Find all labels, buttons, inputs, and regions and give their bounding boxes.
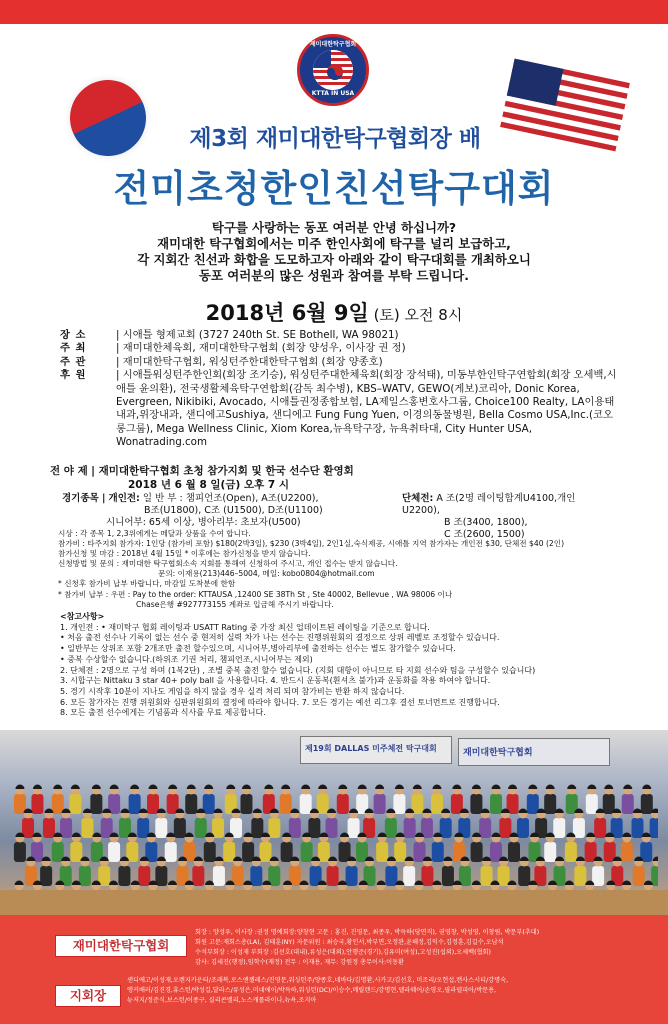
- logo-arc-text: 재미대한탁구협회: [309, 41, 357, 48]
- person-body: [81, 818, 93, 838]
- eve-time: 2018 년 6 월 8 일(금) 오후 7 시: [128, 478, 289, 491]
- tournament-title: 전미초청한인친선탁구대회: [113, 167, 555, 210]
- gym-floor: [0, 890, 668, 915]
- person-body: [14, 842, 26, 862]
- eve-party: [50, 465, 610, 492]
- person-body: [479, 818, 491, 838]
- intro-line: 동포 여러분의 많은 성원과 참여를 부탁 드립니다.: [199, 268, 469, 283]
- officer-line: 수석부회장 : 이성재 부회장 :김선호(대내),류성은(대외),안행준(경기),김유미(여성),고성진(섭외),오세백(협회): [195, 949, 491, 956]
- rule-line: 6. 모든 참가자는 진행 위원회와 심판위원회의 결정에 따라야 합니다. 7. 모든 경기는 예선 리그후 결선 토너먼트로 진행합니다.: [60, 697, 500, 707]
- ktta-logo: [297, 34, 369, 106]
- taegeuk-icon: [58, 68, 159, 169]
- info-label: 주 관: [60, 355, 87, 368]
- person-body: [259, 842, 271, 862]
- person-hair: [242, 785, 251, 790]
- person-body: [565, 842, 577, 862]
- person-body: [404, 818, 416, 838]
- event-date-main: 2018년 6월 9일: [205, 301, 369, 325]
- person-body: [622, 794, 634, 814]
- person-body: [301, 842, 313, 862]
- person-body: [470, 794, 482, 814]
- individual-line: 일 반 부 : 챔피언조(Open), A조(U2200),: [142, 493, 319, 504]
- person-hair: [301, 785, 310, 790]
- person-body: [118, 866, 130, 886]
- rule-line: 8. 모든 출전 선수에게는 기념품과 식사를 무료 제공합니다.: [60, 708, 266, 718]
- person-hair: [204, 785, 213, 790]
- person-hair: [413, 785, 422, 790]
- person-body: [650, 818, 658, 838]
- rule-line: 3. 시합구는 Nittaku 3 star 40+ poly ball 을 사용합니다. 4. 반드시 운동복(흰셔츠 불가)과 운동화를 착용 하여야 합니다.: [60, 676, 491, 686]
- person-hair: [338, 785, 347, 790]
- person-hair: [15, 881, 24, 886]
- person-hair: [653, 857, 658, 862]
- person-hair: [168, 881, 177, 886]
- person-body: [544, 842, 556, 862]
- person-body: [518, 866, 530, 886]
- person-body: [393, 794, 405, 814]
- note-line: * 참가비 납부 : 우편 : Pay to the order: KTTAUSA ,12400 SE 38Th St , Ste 40002, Bellevue , WA 98006 이나: [58, 589, 453, 599]
- person-body: [544, 794, 556, 814]
- note-line: 신청방법 및 문의 : 재미대한 탁구협회소속 지회를 통해여 신청하여 주시고, 개인 접수는 받지 않습니다.: [58, 559, 398, 569]
- info-row-organizer: [60, 356, 620, 369]
- person-body: [70, 842, 82, 862]
- person-hair: [432, 881, 441, 886]
- person-hair: [520, 857, 529, 861]
- person-body: [374, 794, 386, 814]
- logo-bottom-text: KTTA IN USA: [311, 90, 355, 97]
- branch-heads: [127, 976, 657, 1006]
- branch-line: 앵커배러/김진경,휴스턴/박성길,달라스/류성은,미네에이/박득하,워싱턴(DC)/이승수,메릴랜드/강명현,델라웨어/손영오,필라델피아/박문용,: [127, 987, 497, 994]
- person-hair: [432, 785, 441, 790]
- person-hair: [567, 785, 576, 790]
- note-line: 시상 : 각 종목 1, 2,3위에게는 메달과 상품을 수여 합니다.: [58, 529, 251, 538]
- person-hair: [472, 785, 481, 790]
- person-body: [490, 794, 502, 814]
- grades-label: 경기종목 |: [62, 493, 106, 504]
- person-body: [346, 866, 358, 886]
- person-body: [155, 866, 167, 886]
- person-hair: [546, 785, 555, 790]
- person-body: [240, 794, 252, 814]
- person-body: [641, 794, 653, 814]
- person-hair: [622, 833, 631, 838]
- info-row-sponsors: [60, 369, 620, 449]
- person-hair: [168, 785, 177, 790]
- person-body: [621, 842, 633, 862]
- person-hair: [281, 785, 290, 790]
- person-body: [498, 866, 510, 886]
- person-body: [129, 794, 141, 814]
- photo-banner-right-text: 재미대한탁구협회: [463, 748, 533, 758]
- info-value: | 시애틀 형제교회 (3727 240th St. SE Bothell, WA 98021): [116, 329, 399, 341]
- person-body: [517, 818, 529, 838]
- person-hair: [396, 833, 405, 838]
- person-hair: [92, 833, 101, 838]
- top-red-band: [0, 0, 668, 24]
- person-body: [138, 866, 150, 886]
- person-hair: [375, 785, 384, 790]
- rule-line: • 처음 출전 선수나 기록이 없는 선수 중 현저히 실력 차가 나는 선수는 진행위원회의 결정으로 상위 레벨로 조정할수 있습니다.: [60, 633, 500, 643]
- person-hair: [194, 857, 203, 862]
- person-hair: [318, 785, 327, 790]
- person-body: [147, 794, 159, 814]
- team-line: A 조(2명 레이팅합계U4100,개인U2200),: [402, 493, 576, 516]
- person-body: [300, 794, 312, 814]
- person-hair: [109, 881, 118, 886]
- person-body: [108, 842, 120, 862]
- person-hair: [264, 785, 273, 790]
- registration-notes: [58, 529, 628, 610]
- person-body: [79, 866, 91, 886]
- person-hair: [555, 857, 564, 862]
- eve-label: 전 야 제: [50, 465, 88, 477]
- individual-line: B조(U1800), C조 (U1500), D조(U1100): [144, 505, 323, 516]
- person-body: [268, 818, 280, 838]
- person-hair: [157, 857, 166, 862]
- person-body: [385, 818, 397, 838]
- photo-banner-text: 제19회 DALLAS 미주체전 탁구대회: [305, 744, 437, 753]
- person-hair: [130, 785, 139, 789]
- person-hair: [226, 785, 235, 790]
- person-hair: [508, 785, 517, 790]
- rule-line: 2. 단체전 : 2명으로 구성 하며 (1복2단) , 조별 중복 출전 할수 없습니다. (지회 대항이 아니므로 타 지회 선수와 팀을 구성할수 있습니다): [60, 665, 536, 675]
- branch-tag: 지회장: [55, 985, 121, 1007]
- info-label: 후 원: [60, 369, 87, 382]
- event-date: [150, 297, 518, 327]
- person-body: [52, 794, 64, 814]
- person-body: [155, 818, 167, 838]
- person-hair: [422, 809, 431, 814]
- rules-heading: <참고사항>: [60, 612, 105, 621]
- person-hair: [253, 809, 262, 814]
- event-date-time: (토) 오전 8시: [368, 306, 463, 324]
- info-value: | 시애틀워싱턴주한인회(회장 조기승), 워싱턴주대한체육회(회장 장석태), 미동부한인탁구연합회(회장 오세백,시애틀 윤의환), 전국생활체육탁구연합회(감독 최수병), KBS–WATV, GEWO(게보)코리아, Donic Korea, Evergreen, Nikibiki, Avocado, 시애틀권정종합보험, LA제일스홍변호사그룹, Choice100 Realty, LA이용태내과,위장내과, 샌디에고Sushiya, 샌디에고 Fung Fung Yuen, 이경의동물병원, Bella Cosmo USA,Inc.(코오롱그룹), Mega Wellness Clinic, Xiom Korea,뉴욕탁구장, 뉴욕취타대, City Hunter USA, Wonatrading.com: [116, 369, 617, 449]
- person-hair: [15, 785, 24, 790]
- person-hair: [214, 857, 223, 862]
- note-line: Chase은행 #927773155 계좌로 입금해 주시기 바랍니다.: [136, 599, 334, 609]
- reference-rules: [60, 612, 630, 719]
- person-body: [337, 794, 349, 814]
- person-hair: [472, 881, 481, 886]
- org-tag: 재미대한탁구협회: [55, 935, 187, 957]
- rule-line: 1. 개인전 : • 재미탁구 협회 레이팅과 USATT Rating 중 가장 최신 업데이트된 레이팅을 기준으로 합니다.: [60, 622, 430, 632]
- person-body: [481, 866, 493, 886]
- crowd-illustration: [10, 770, 658, 910]
- team-line: B 조(3400, 1800),: [444, 517, 528, 528]
- person-body: [431, 794, 443, 814]
- note-line: 문의: 이재용(213)446–5004, 메일: kobo0804@hotmail.com: [158, 569, 375, 579]
- person-body: [471, 842, 483, 862]
- person-hair: [358, 785, 367, 790]
- person-body: [60, 818, 72, 838]
- person-body: [508, 842, 520, 862]
- rule-line: • 중복 수상할수 없습니다.(하위조 기권 처리, 챔피언조,시니어부는 제외): [60, 654, 313, 664]
- person-hair: [187, 785, 196, 790]
- person-body: [195, 818, 207, 838]
- person-hair: [33, 785, 42, 790]
- person-body: [385, 866, 397, 886]
- person-body: [499, 818, 511, 838]
- person-body: [192, 866, 204, 886]
- person-body: [527, 794, 539, 814]
- note-line: 참가비 : 타주지회 참가자: 1인당 (참가비 포함) $180(2박3일), $230 (3박4일), 2인1실,숙식제공, 시애틀 지역 참가자는 개인전 $30, 단체전 $40 (2인): [58, 539, 565, 549]
- person-body: [317, 794, 329, 814]
- person-hair: [443, 857, 452, 862]
- person-hair: [587, 785, 596, 790]
- person-body: [223, 842, 235, 862]
- person-body: [43, 818, 55, 838]
- person-hair: [92, 785, 101, 790]
- individual-label: 개인전:: [108, 493, 140, 504]
- info-label: 장 소: [60, 329, 87, 341]
- person-hair: [395, 785, 404, 790]
- person-body: [90, 794, 102, 814]
- person-body: [421, 866, 433, 886]
- person-hair: [148, 785, 157, 790]
- person-hair: [604, 785, 613, 790]
- event-info: [60, 329, 620, 450]
- person-hair: [565, 881, 574, 886]
- person-hair: [377, 881, 386, 886]
- person-body: [376, 842, 388, 862]
- person-hair: [622, 881, 631, 886]
- info-value: | 재미대한탁구협회, 워싱턴주한대한탁구협회 (회장 양종호): [116, 355, 383, 368]
- person-body: [174, 818, 186, 838]
- person-hair: [110, 785, 119, 790]
- person-body: [403, 866, 415, 886]
- intro-line: 탁구를 사랑하는 동포 여러분 안녕 하십니까?: [211, 220, 457, 235]
- org-officers: [195, 928, 655, 968]
- person-body: [40, 866, 52, 886]
- person-hair: [214, 809, 223, 814]
- person-hair: [244, 833, 253, 838]
- person-hair: [482, 857, 491, 862]
- person-body: [594, 818, 606, 838]
- group-photo: [0, 730, 668, 915]
- person-body: [280, 794, 292, 814]
- photo-banner: [300, 736, 452, 764]
- person-body: [553, 818, 565, 838]
- intro-message: [80, 220, 588, 284]
- tournament-subtitle: 제3회 재미대한탁구협회장 배: [189, 126, 481, 152]
- person-body: [442, 866, 454, 886]
- individual-line: 시니어부: 65세 이상, 병아리부: 초보자(U500): [106, 517, 301, 528]
- rule-line: • 일반부는 상위조 포함 2개조만 출전 할수있으며, 시니어부,병아리부에 출전하는 선수는 별도 참가할수 있습니다.: [60, 644, 456, 654]
- person-body: [31, 794, 43, 814]
- intro-line: 재미대한 탁구협회에서는 미주 한인사회에 탁구를 널리 보급하고,: [157, 236, 511, 251]
- person-hair: [299, 881, 308, 886]
- branch-line: 뉴저지/정준식,보스턴/이종구, 실리콘밸리,노스캐롤라이나,뉴욕,조지아: [127, 997, 317, 1004]
- person-body: [69, 794, 81, 814]
- person-hair: [71, 785, 80, 790]
- note-line: * 신청후 참가비 납부 바랍니다, 마감일 도착분에 한함: [58, 579, 236, 589]
- person-hair: [518, 809, 527, 814]
- person-body: [348, 818, 360, 838]
- person-body: [432, 842, 444, 862]
- note-line: 참가신청 및 마감 : 2018년 4월 15일 * 이후에는 참가신청을 받지 않습니다.: [58, 549, 311, 559]
- person-hair: [623, 785, 632, 790]
- person-hair: [452, 785, 461, 790]
- person-body: [327, 866, 339, 886]
- info-value: | 재미대한체육회, 재미대한탁구협회 (회장 양성우, 이사장 권 정): [116, 342, 406, 355]
- person-hair: [120, 809, 129, 814]
- intro-line: 각 지회간 친선과 화합을 도모하고자 아래와 같이 탁구대회를 개최하오니: [137, 252, 531, 267]
- person-hair: [576, 857, 585, 862]
- team-line: C 조(2600, 1500): [444, 529, 525, 540]
- person-hair: [642, 785, 651, 790]
- person-hair: [53, 785, 62, 790]
- officer-line: 회원 고문:재회스총(LA), 김태훈(NY) 자문위원 : 최승국,황인서,박부면,오정완,윤해정,김익수,김정훈,김길수,오남석: [195, 939, 504, 946]
- officer-line: 회장 : 양성우, 이사장 :권정 명예회장:양창현 고문 : 홍진, 진영문, 최종우, 박득하(당연직), 권영창, 박성영, 이창림, 박문부(추대): [195, 929, 540, 936]
- person-hair: [185, 833, 194, 838]
- person-body: [165, 842, 177, 862]
- person-body: [185, 794, 197, 814]
- person-body: [213, 866, 225, 886]
- info-row-venue: [60, 329, 620, 342]
- team-label: 단체전:: [402, 493, 434, 504]
- person-hair: [338, 881, 347, 886]
- person-hair: [492, 785, 501, 790]
- person-hair: [72, 833, 81, 838]
- person-body: [204, 842, 216, 862]
- officer-line: 감사: 김세진(행정),임학수(재정) 전무 : 이재용, 재무: 강원정 총무이사:이동환: [195, 959, 405, 966]
- individual-events: [62, 493, 382, 529]
- branch-line: 샌디에고/이성재,오렌지카운티/조래복,로스앤젤레스/진영문,워싱턴주/양종호,네바다/김명환,시카고/김선호, 미조리/오헌섭,캔사스시티/강명숙,: [127, 977, 509, 984]
- person-body: [574, 866, 586, 886]
- logo-flag-icon: [313, 50, 353, 90]
- person-hair: [492, 833, 501, 838]
- info-label: 주 최: [60, 342, 87, 355]
- info-row-host: [60, 342, 620, 355]
- eve-value: | 재미대한탁구협회 초청 참가지회 및 한국 선수단 환영회: [91, 465, 354, 477]
- person-body: [394, 842, 406, 862]
- person-hair: [586, 833, 595, 838]
- person-hair: [528, 785, 537, 790]
- person-body: [318, 842, 330, 862]
- person-body: [592, 866, 604, 886]
- person-body: [633, 866, 645, 886]
- photo-banner-right: [458, 738, 610, 766]
- person-hair: [205, 881, 214, 886]
- person-body: [586, 794, 598, 814]
- person-body: [250, 866, 262, 886]
- person-hair: [633, 809, 642, 814]
- rule-line: 5. 경기 시작후 10분이 지나도 게임을 하지 않을 경우 실격 처리 되며 참가비는 반환 하지 않습니다.: [60, 686, 405, 696]
- person-body: [212, 818, 224, 838]
- person-body: [631, 818, 643, 838]
